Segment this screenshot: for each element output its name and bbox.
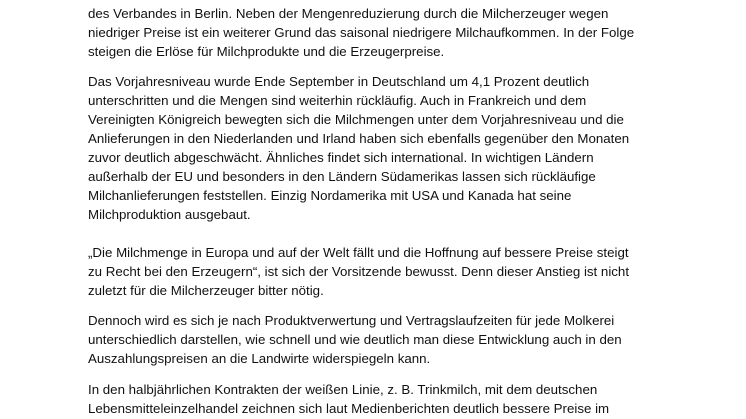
- text-line: Auszahlungspreisen an die Landwirte widerspiegeln kann.: [88, 351, 431, 366]
- text-line: Vereinigten Königreich bewegten sich die Milchmengen unter dem Vorjahresniveau und die: [88, 112, 624, 127]
- text-line: des Verbandes in Berlin. Neben der Mengenreduzierung durch die Milcherzeuger wegen: [88, 6, 609, 21]
- text-line: zuletzt für die Milcherzeuger bitter nötig.: [88, 283, 324, 298]
- text-line: unterschritten und die Mengen sind weiterhin rückläufig. Auch in Frankreich und dem: [88, 93, 587, 108]
- text-line: außerhalb der EU und besonders in den Ländern Südamerikas lassen sich rückläufige: [88, 169, 596, 184]
- text-line: steigen die Erlöse für Milchprodukte und die Erzeugerpreise.: [88, 44, 445, 59]
- text-line: niedriger Preise ist ein weiterer Grund das saisonal niedrigere Milchaufkommen. In der Folge: [88, 25, 635, 40]
- text-line: unterschiedlich darstellen, wie schnell und wie deutlich man diese Entwicklung auch in den: [88, 332, 622, 347]
- text-line: „Die Milchmenge in Europa und auf der Welt fällt und die Hoffnung auf bessere Preise steigt: [88, 245, 629, 260]
- text-line: Anlieferungen in den Niederlanden und Irland haben sich ebenfalls gegenüber den Monaten: [88, 131, 630, 146]
- text-line: Milchanlieferungen feststellen. Einzig Nordamerika mit USA und Kanada hat seine: [88, 188, 572, 203]
- text-line: zuvor deutlich abgeschwächt. Ähnliches findet sich international. In wichtigen Ländern: [88, 150, 594, 165]
- text-line: Das Vorjahresniveau wurde Ende September in Deutschland um 4,1 Prozent deutlich: [88, 74, 590, 89]
- text-line: In den halbjährlichen Kontrakten der weißen Linie, z. B. Trinkmilch, mit dem deutschen: [88, 382, 598, 397]
- text-line: Dennoch wird es sich je nach Produktverwertung und Vertragslaufzeiten für jede Molkerei: [88, 313, 615, 328]
- text-line: Milchproduktion ausgebaut.: [88, 207, 251, 222]
- text-line: zu Recht bei den Erzeugern“, ist sich der Vorsitzende bewusst. Denn dieser Anstieg ist nicht: [88, 264, 630, 279]
- text-line: Lebensmitteleinzelhandel zeichnen sich laut Medienberichten deutlich bessere Preise im: [88, 401, 610, 416]
